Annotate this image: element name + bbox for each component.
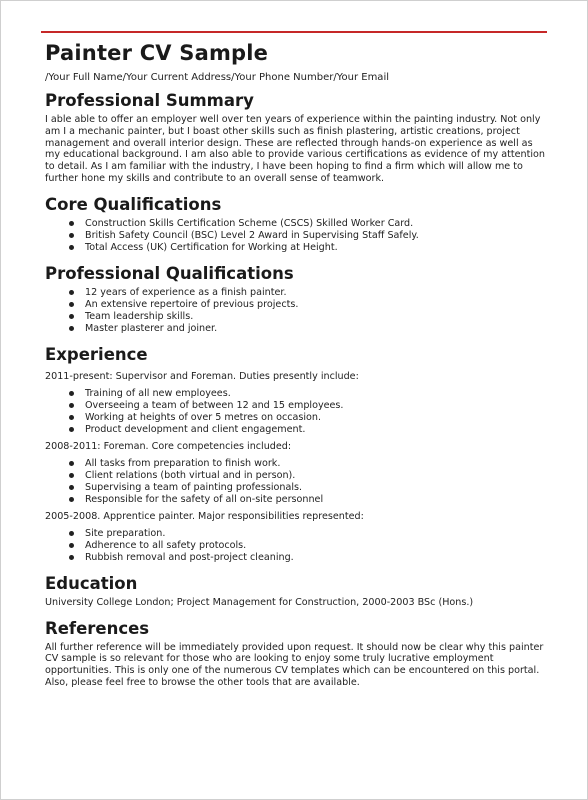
list-item: All tasks from preparation to finish work. bbox=[67, 458, 547, 470]
header-accent-rule bbox=[41, 31, 547, 33]
job-title-2011-present: 2011-present: Supervisor and Foreman. Duties presently include: bbox=[45, 370, 359, 382]
list-item: Site preparation. bbox=[67, 528, 547, 540]
professional-qualifications-list bbox=[45, 287, 547, 335]
list-item: Working at heights of over 5 metres on occasion. bbox=[67, 412, 547, 424]
list-item: Total Access (UK) Certification for Working at Height. bbox=[67, 242, 547, 254]
list-item: Team leadership skills. bbox=[67, 311, 547, 323]
list-item: Supervising a team of painting professionals. bbox=[67, 482, 547, 494]
list-item: Overseeing a team of between 12 and 15 employees. bbox=[67, 400, 547, 412]
job-title-2005-2008: 2005-2008. Apprentice painter. Major responsibilities represented: bbox=[45, 510, 364, 522]
section-heading-experience: Experience bbox=[45, 344, 148, 364]
list-item: Master plasterer and joiner. bbox=[67, 323, 547, 335]
references-text: All further reference will be immediately provided upon request. It should now be clear why this painter CV sample is so relevant for those who are looking to enjoy some truly lucrative employment opportunities. This is only one of the numerous CV templates which can be encountered on this portal. Also, please feel free to browse the other tools that are available. bbox=[45, 641, 544, 688]
job-duties-list bbox=[45, 528, 547, 564]
contact-line: /Your Full Name/Your Current Address/Your Phone Number/Your Email bbox=[45, 72, 389, 83]
list-item: 12 years of experience as a finish painter. bbox=[67, 287, 547, 299]
job-title-2008-2011: 2008-2011: Foreman. Core competencies included: bbox=[45, 440, 292, 452]
list-item: Client relations (both virtual and in person). bbox=[67, 470, 547, 482]
cv-content bbox=[45, 39, 547, 689]
list-item: Adherence to all safety protocols. bbox=[67, 540, 547, 552]
list-item: Construction Skills Certification Scheme (CSCS) Skilled Worker Card. bbox=[67, 218, 547, 230]
section-heading-professional-qualifications: Professional Qualifications bbox=[45, 263, 294, 283]
section-heading-education: Education bbox=[45, 573, 138, 593]
cv-title: Painter CV Sample bbox=[45, 41, 269, 65]
section-heading-core-qualifications: Core Qualifications bbox=[45, 194, 222, 214]
core-qualifications-list bbox=[45, 218, 547, 254]
job-duties-list bbox=[45, 388, 547, 436]
list-item: British Safety Council (BSC) Level 2 Award in Supervising Staff Safely. bbox=[67, 230, 547, 242]
education-text: University College London; Project Management for Construction, 2000-2003 BSc (Hons.) bbox=[45, 596, 474, 608]
list-item: An extensive repertoire of previous projects. bbox=[67, 299, 547, 311]
section-heading-references: References bbox=[45, 618, 150, 638]
professional-summary-text: I able able to offer an employer well over ten years of experience within the painting industry. Not only am I a mechanic painter, but I boast other skills such as finish plastering, artistic creations, project management and overall interior design. These are reflected through hands-on experience as well as my educational background. I am also able to provide various certifications as evidence of my attention to detail. As I am familiar with the industry, I have been hoping to find a firm which will allow me to further hone my skills and contribute to an overall sense of teamwork. bbox=[45, 114, 546, 184]
list-item: Responsible for the safety of all on-site personnel bbox=[67, 494, 547, 506]
section-heading-professional-summary: Professional Summary bbox=[45, 91, 254, 110]
list-item: Rubbish removal and post-project cleaning. bbox=[67, 552, 547, 564]
job-duties-list bbox=[45, 458, 547, 506]
list-item: Training of all new employees. bbox=[67, 388, 547, 400]
list-item: Product development and client engagement. bbox=[67, 424, 547, 436]
